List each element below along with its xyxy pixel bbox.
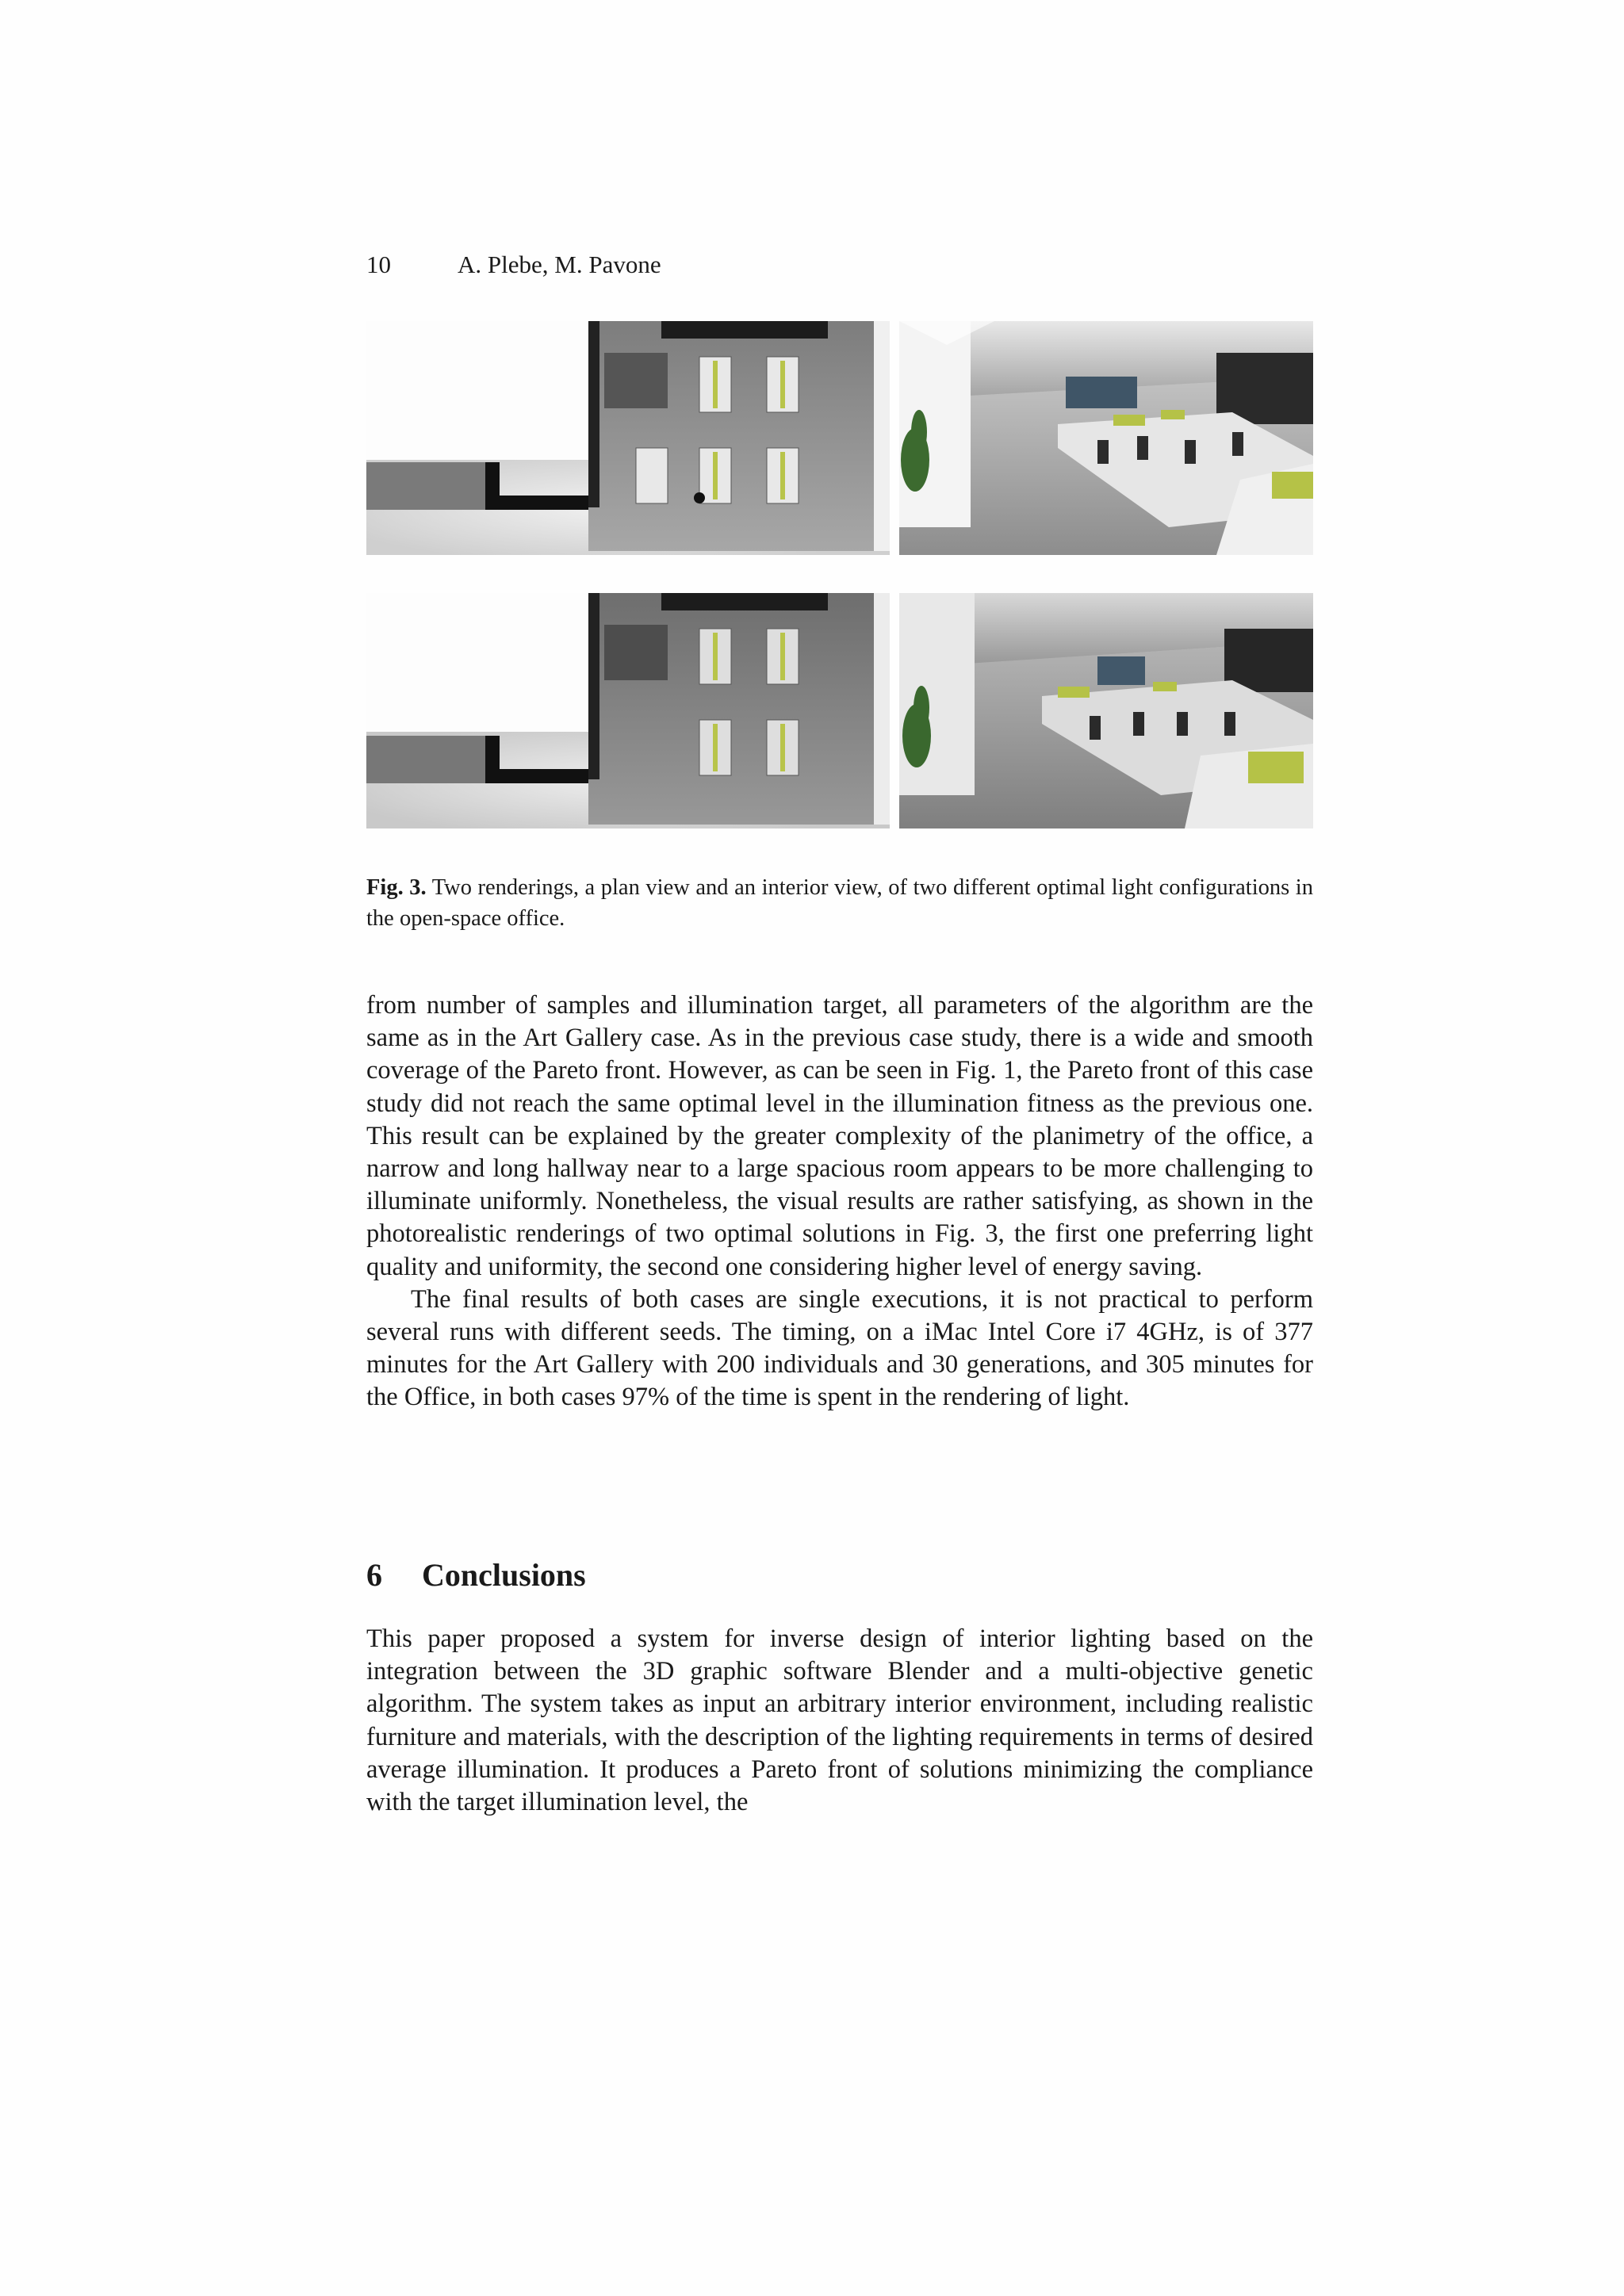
figure-caption — [366, 872, 1313, 934]
paragraph: from number of samples and illumination target, all parameters of the algorithm are the same as in the Art Gallery case. As in the previous case study, there is a wide and smooth coverage of the Pareto front. However, as can be seen in Fig. 1, the Pareto front of this case study did not reach the same optimal level in the illumination fitness as the previous one. This result can be explained by the greater complexity of the planimetry of the office, a narrow and long hallway near to a large spacious room appears to be more challenging to illuminate uniformly. Nonetheless, the visual results are rather satisfying, as shown in the photorealistic renderings of two optimal solutions in Fig. 3, the first one preferring light quality and uniformity, the second one considering higher level of energy saving. — [366, 991, 1313, 1281]
plan-view-rendering-1 — [366, 321, 890, 555]
interior-view-rendering-1 — [899, 321, 1313, 555]
figure-label: Fig. 3. — [366, 875, 427, 900]
running-authors: A. Plebe, M. Pavone — [458, 251, 661, 278]
figure-3 — [366, 321, 1313, 828]
running-head — [366, 251, 661, 279]
plan-view-rendering-2 — [366, 593, 890, 828]
conclusions-text — [366, 1623, 1313, 1819]
paragraph: The final results of both cases are single executions, it is not practical to perform several runs with different seeds. The timing, on a iMac Intel Core i7 4GHz, is of 377 minutes for the Art Gallery with 200 individuals and 30 generations, and 305 minutes for the Office, in both cases 97% of the time is spent in the rendering of light. — [366, 1284, 1313, 1412]
section-title: Conclusions — [422, 1557, 586, 1593]
figure-caption-text: Two renderings, a plan view and an interior view, of two different optimal light configurations in the open-space office. — [366, 875, 1313, 931]
section-heading — [366, 1556, 586, 1594]
body-text — [366, 989, 1313, 1414]
page-number: 10 — [366, 251, 391, 278]
paragraph: This paper proposed a system for inverse design of interior lighting based on the integration between the 3D graphic software Blender and a multi-objective genetic algorithm. The system takes as input an arbitrary interior environment, including realistic furniture and materials, with the description of the lighting requirements in terms of desired average illumination. It produces a Pareto front of solutions minimizing the compliance with the target illumination level, the — [366, 1624, 1313, 1817]
section-number: 6 — [366, 1557, 382, 1593]
interior-view-rendering-2 — [899, 593, 1313, 828]
